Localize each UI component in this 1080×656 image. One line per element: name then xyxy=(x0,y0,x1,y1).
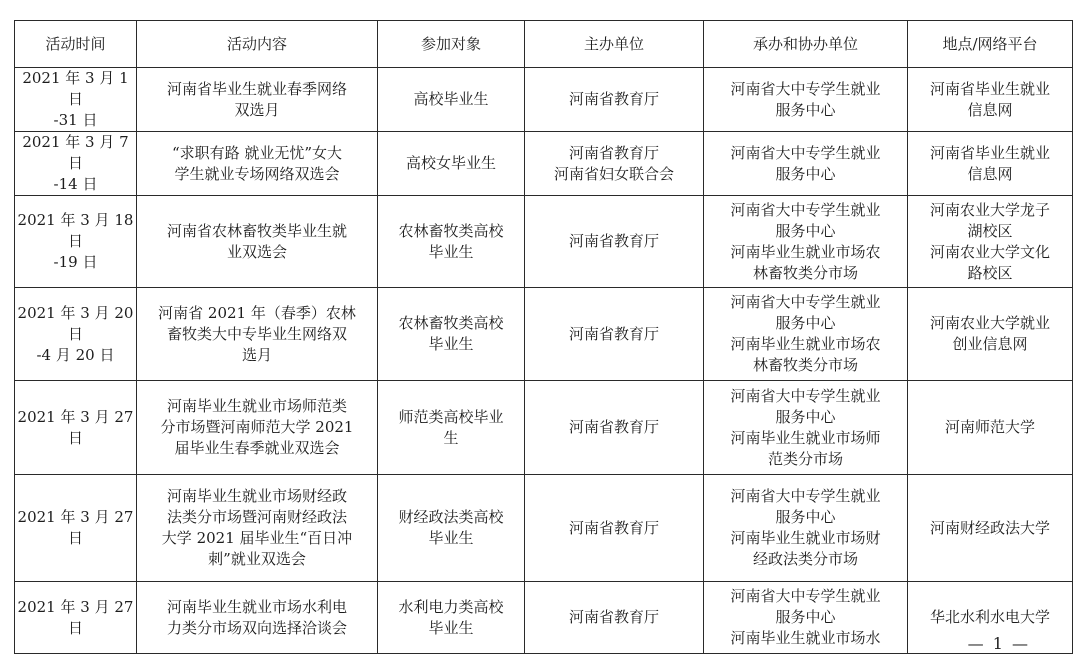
cell-content: 河南毕业生就业市场水利电 力类分市场双向选择洽谈会 xyxy=(137,582,378,654)
cell-time: 2021 年 3 月 20 日 -4 月 20 日 xyxy=(15,288,137,381)
cell-host: 河南省教育厅 xyxy=(525,288,704,381)
cell-participants: 农林畜牧类高校 毕业生 xyxy=(378,288,525,381)
header-organizer: 承办和协办单位 xyxy=(704,21,908,68)
table-header-row xyxy=(15,21,1073,68)
cell-host: 河南省教育厅 xyxy=(525,196,704,288)
cell-content: “求职有路 就业无忧”女大 学生就业专场网络双选会 xyxy=(137,132,378,196)
cell-venue: 河南农业大学龙子 湖校区 河南农业大学文化 路校区 xyxy=(908,196,1073,288)
cell-content: 河南省农林畜牧类毕业生就 业双选会 xyxy=(137,196,378,288)
cell-venue: 河南省毕业生就业 信息网 xyxy=(908,132,1073,196)
cell-time: 2021 年 3 月 27 日 xyxy=(15,582,137,654)
header-participants: 参加对象 xyxy=(378,21,525,68)
table-row xyxy=(15,288,1073,381)
cell-content: 河南省 2021 年（春季）农林 畜牧类大中专毕业生网络双 选月 xyxy=(137,288,378,381)
cell-organizer: 河南省大中专学生就业 服务中心 河南毕业生就业市场水 xyxy=(704,582,908,654)
cell-time: 2021 年 3 月 27 日 xyxy=(15,475,137,582)
cell-organizer: 河南省大中专学生就业 服务中心 xyxy=(704,132,908,196)
cell-host: 河南省教育厅 xyxy=(525,475,704,582)
cell-host: 河南省教育厅 xyxy=(525,68,704,132)
cell-time: 2021 年 3 月 27 日 xyxy=(15,381,137,475)
table-row xyxy=(15,381,1073,475)
cell-organizer: 河南省大中专学生就业 服务中心 河南毕业生就业市场农 林畜牧类分市场 xyxy=(704,288,908,381)
table-row xyxy=(15,68,1073,132)
header-activity-content: 活动内容 xyxy=(137,21,378,68)
cell-organizer: 河南省大中专学生就业 服务中心 河南毕业生就业市场师 范类分市场 xyxy=(704,381,908,475)
cell-time: 2021 年 3 月 7 日 -14 日 xyxy=(15,132,137,196)
activity-table xyxy=(14,20,1073,654)
cell-time: 2021 年 3 月 1 日 -31 日 xyxy=(15,68,137,132)
cell-participants: 高校毕业生 xyxy=(378,68,525,132)
cell-participants: 高校女毕业生 xyxy=(378,132,525,196)
cell-content: 河南毕业生就业市场师范类 分市场暨河南师范大学 2021 届毕业生春季就业双选会 xyxy=(137,381,378,475)
cell-participants: 财经政法类高校 毕业生 xyxy=(378,475,525,582)
document-page xyxy=(14,20,1072,654)
cell-participants: 水利电力类高校 毕业生 xyxy=(378,582,525,654)
cell-participants: 师范类高校毕业 生 xyxy=(378,381,525,475)
header-activity-time: 活动时间 xyxy=(15,21,137,68)
cell-organizer: 河南省大中专学生就业 服务中心 河南毕业生就业市场财 经政法类分市场 xyxy=(704,475,908,582)
cell-venue: 华北水利水电大学 xyxy=(908,582,1073,654)
table-row xyxy=(15,196,1073,288)
cell-time: 2021 年 3 月 18 日 -19 日 xyxy=(15,196,137,288)
cell-organizer: 河南省大中专学生就业 服务中心 xyxy=(704,68,908,132)
cell-venue: 河南财经政法大学 xyxy=(908,475,1073,582)
cell-content: 河南毕业生就业市场财经政 法类分市场暨河南财经政法 大学 2021 届毕业生“百日冲 刺”就业双选会 xyxy=(137,475,378,582)
header-venue: 地点/网络平台 xyxy=(908,21,1073,68)
cell-organizer: 河南省大中专学生就业 服务中心 河南毕业生就业市场农 林畜牧类分市场 xyxy=(704,196,908,288)
cell-host: 河南省教育厅 xyxy=(525,582,704,654)
page-number: — 1 — xyxy=(967,634,1030,653)
cell-venue: 河南师范大学 xyxy=(908,381,1073,475)
cell-content: 河南省毕业生就业春季网络 双选月 xyxy=(137,68,378,132)
table-row xyxy=(15,132,1073,196)
cell-venue: 河南农业大学就业 创业信息网 xyxy=(908,288,1073,381)
cell-venue: 河南省毕业生就业 信息网 xyxy=(908,68,1073,132)
table-row xyxy=(15,582,1073,654)
table-row xyxy=(15,475,1073,582)
header-host: 主办单位 xyxy=(525,21,704,68)
cell-host: 河南省教育厅 xyxy=(525,381,704,475)
cell-participants: 农林畜牧类高校 毕业生 xyxy=(378,196,525,288)
cell-host: 河南省教育厅 河南省妇女联合会 xyxy=(525,132,704,196)
